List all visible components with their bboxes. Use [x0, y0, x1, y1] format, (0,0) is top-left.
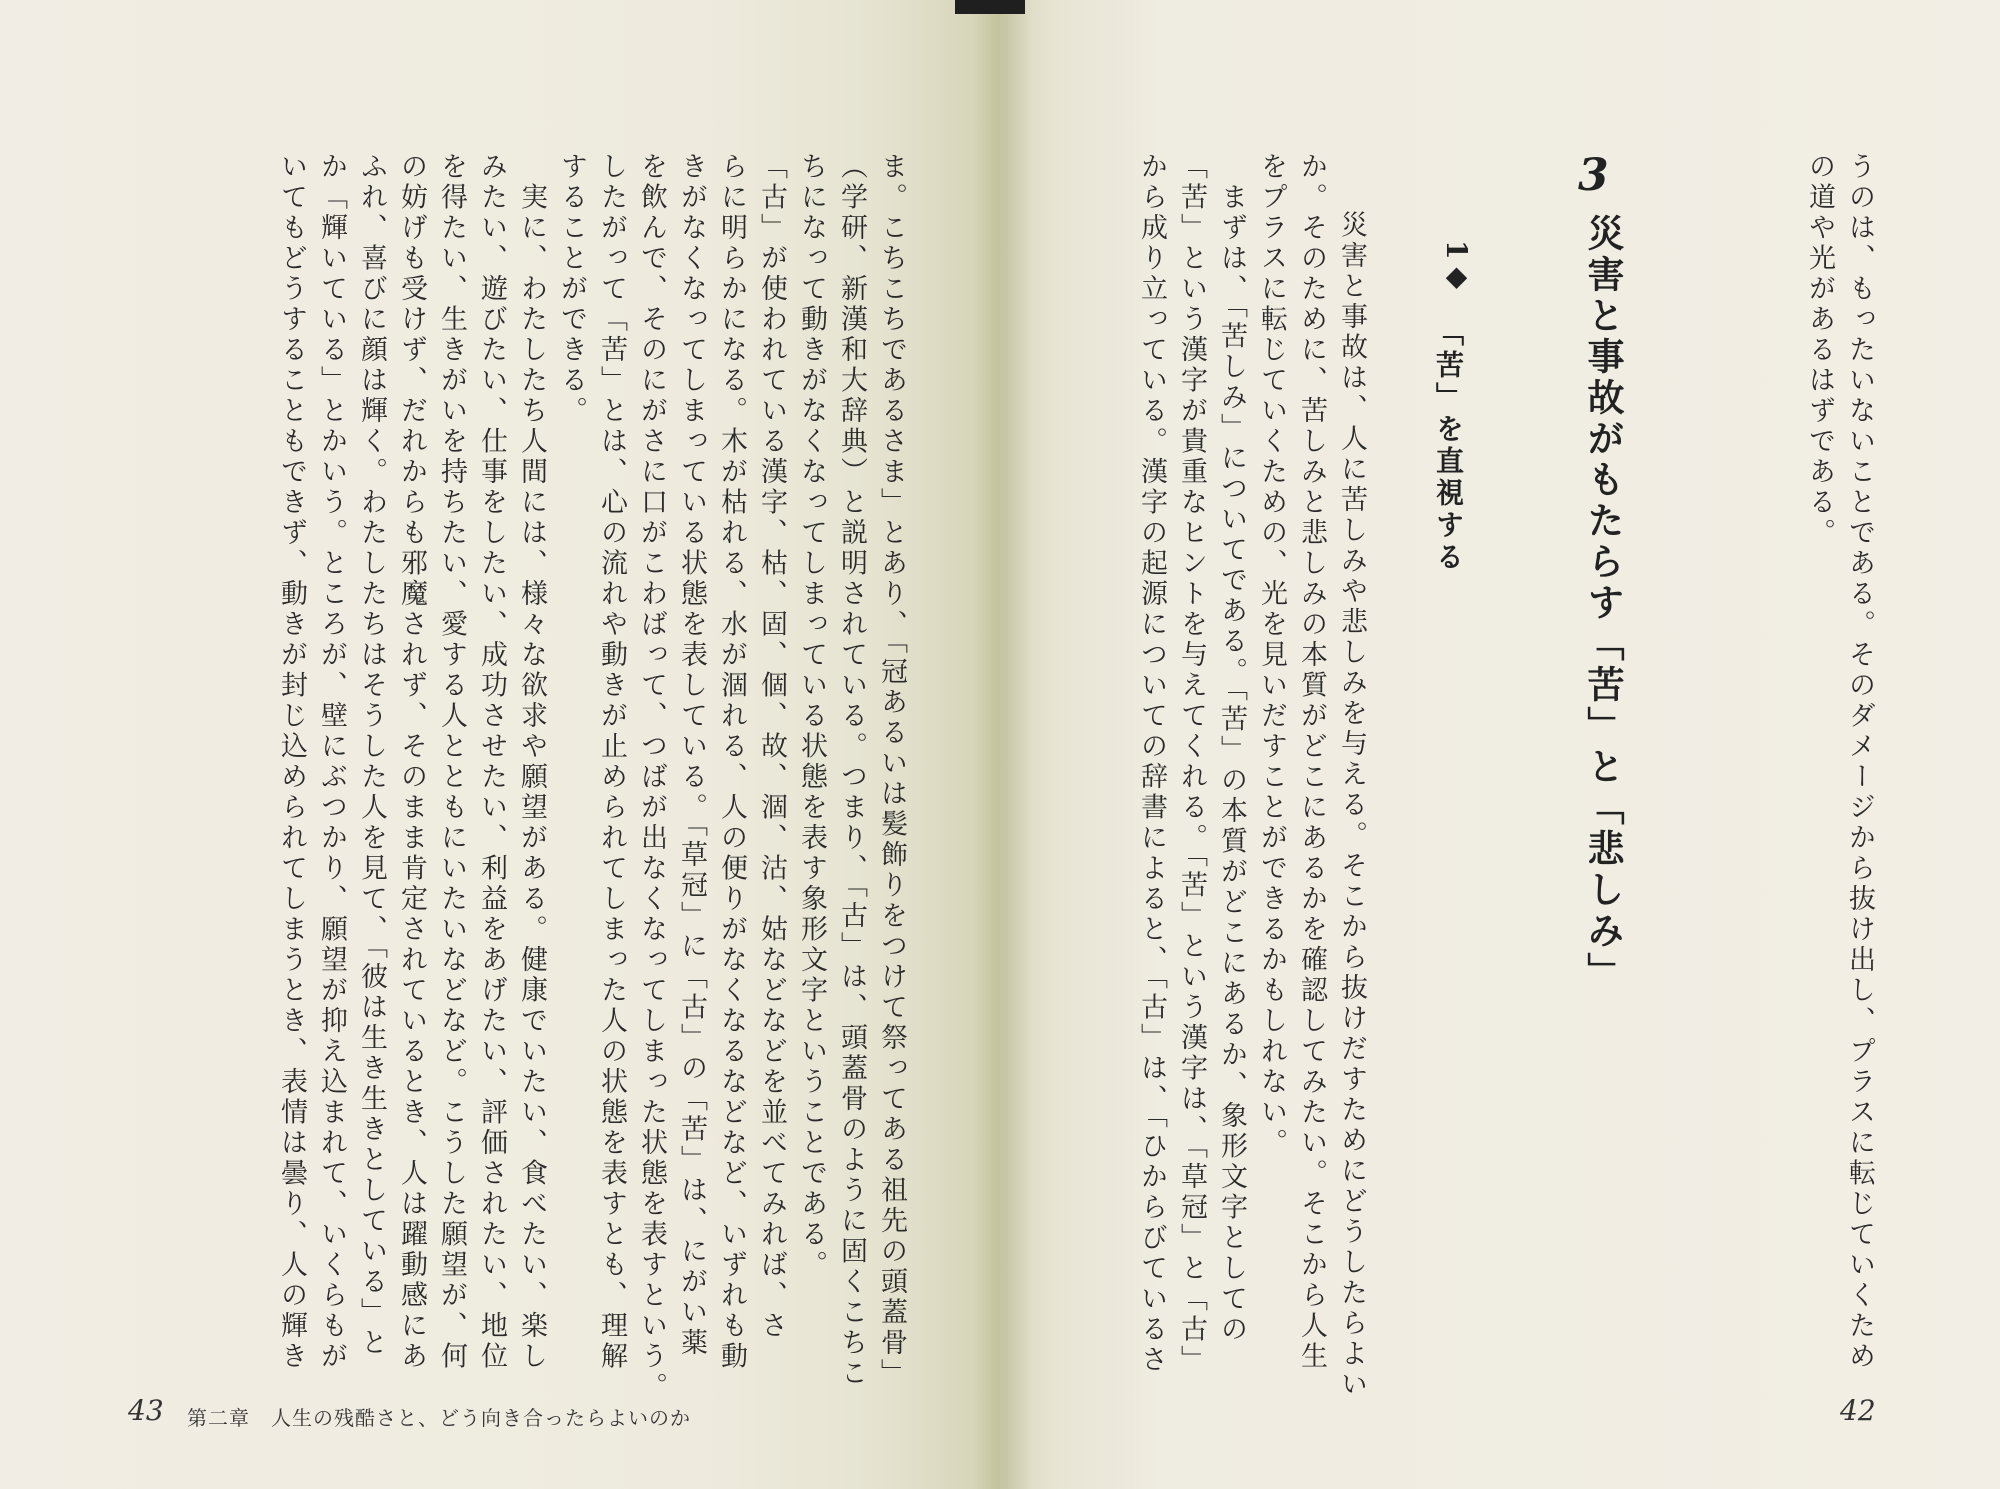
text-line: か「輝いている」とかいう。ところが、壁にぶつかり、願望が抑え込まれて、いくらもが	[316, 152, 347, 1372]
text-line: することができる。	[556, 152, 587, 427]
page-number: 43	[128, 1394, 164, 1427]
text-line: みたい、遊びたい、仕事をしたい、成功させたい、利益をあげたい、評価されたい、地位	[476, 152, 507, 1372]
text-line: を得たい、生きがいを持ちたい、愛する人とともにいたいなどなど。こうした願望が、何	[436, 152, 467, 1372]
text-line: 実に、わたしたち人間には、様々な欲求や願望がある。健康でいたい、食べたい、楽し	[516, 152, 547, 1372]
subsection-number: 1◆	[1440, 240, 1473, 293]
text-line: から成り立っている。漢字の起源についての辞書によると、「古」は、「ひからびているさ	[1136, 152, 1167, 1376]
text-line: 「古」が使われている漢字、枯、固、個、故、涸、沽、姑などなどを並べてみれば、さ	[756, 152, 787, 1342]
section-number: 3	[1578, 150, 1609, 201]
text-line: の道や光があるはずである。	[1804, 152, 1835, 549]
running-header: 第二章 人生の残酷さと、どう向き合ったらよいのか	[187, 1406, 691, 1430]
page-number: 42	[1840, 1394, 1876, 1427]
gutter-shadow	[972, 0, 1032, 1489]
text-line: か。そのために、苦しみと悲しみの本質がどこにあるかを確認してみたい。そこから人生	[1296, 152, 1327, 1372]
text-line: （学研、新漢和大辞典）と説明されている。つまり、「古」は、頭蓋骨のように固くこちこ	[836, 152, 867, 1389]
text-line: を飲んで、そのにがさに口がこわばって、つばが出なくなってしまった状態を表すという。	[636, 152, 667, 1403]
text-line: いてもどうすることもできず、動きが封じ込められてしまうとき、表情は曇り、人の輝き	[276, 152, 307, 1372]
text-line: 災害と事故は、人に苦しみや悲しみを与える。そこから抜けだすためにどうしたらよい	[1336, 180, 1367, 1400]
text-line: ま。こちこちであるさま」とあり、「冠あるいは髪飾りをつけて祭ってある祖先の頭蓋骨」	[876, 152, 907, 1389]
subsection-heading: 「苦」を直視する	[1432, 318, 1465, 574]
text-line: らに明らかになる。木が枯れる、水が涸れる、人の便りがなくなるなどなど、いずれも動	[716, 152, 747, 1372]
binding-edge	[955, 0, 1025, 14]
section-heading: 災害と事故がもたらす「苦」と「悲しみ」	[1581, 214, 1625, 993]
text-line: きがなくなってしまっている状態を表している。「草冠」に「古」の「苦」は、にがい薬	[676, 152, 707, 1359]
text-line: 「苦」という漢字が貴重なヒントを与えてくれる。「苦」という漢字は、「草冠」と「古」	[1176, 152, 1207, 1376]
text-line: をプラスに転じていくための、光を見いだすことができるかもしれない。	[1256, 152, 1287, 1159]
text-line: うのは、もったいないことである。そのダメージから抜け出し、プラスに転じていくため	[1844, 152, 1875, 1372]
text-line: したがって「苦」とは、心の流れや動きが止められてしまった人の状態を表すとも、理解	[596, 152, 627, 1372]
text-line: まずは、「苦しみ」についてである。「苦」の本質がどこにあるか、象形文字としての	[1216, 152, 1247, 1345]
text-line: の妨げも受けず、だれからも邪魔されず、そのまま肯定されているとき、人は躍動感にあ	[396, 152, 427, 1372]
text-line: ふれ、喜びに顔は輝く。わたしたちはそうした人を見て、「彼は生き生きとしている」と	[356, 152, 387, 1359]
text-line: ちになって動きがなくなってしまっている状態を表す象形文字ということである。	[796, 152, 827, 1281]
